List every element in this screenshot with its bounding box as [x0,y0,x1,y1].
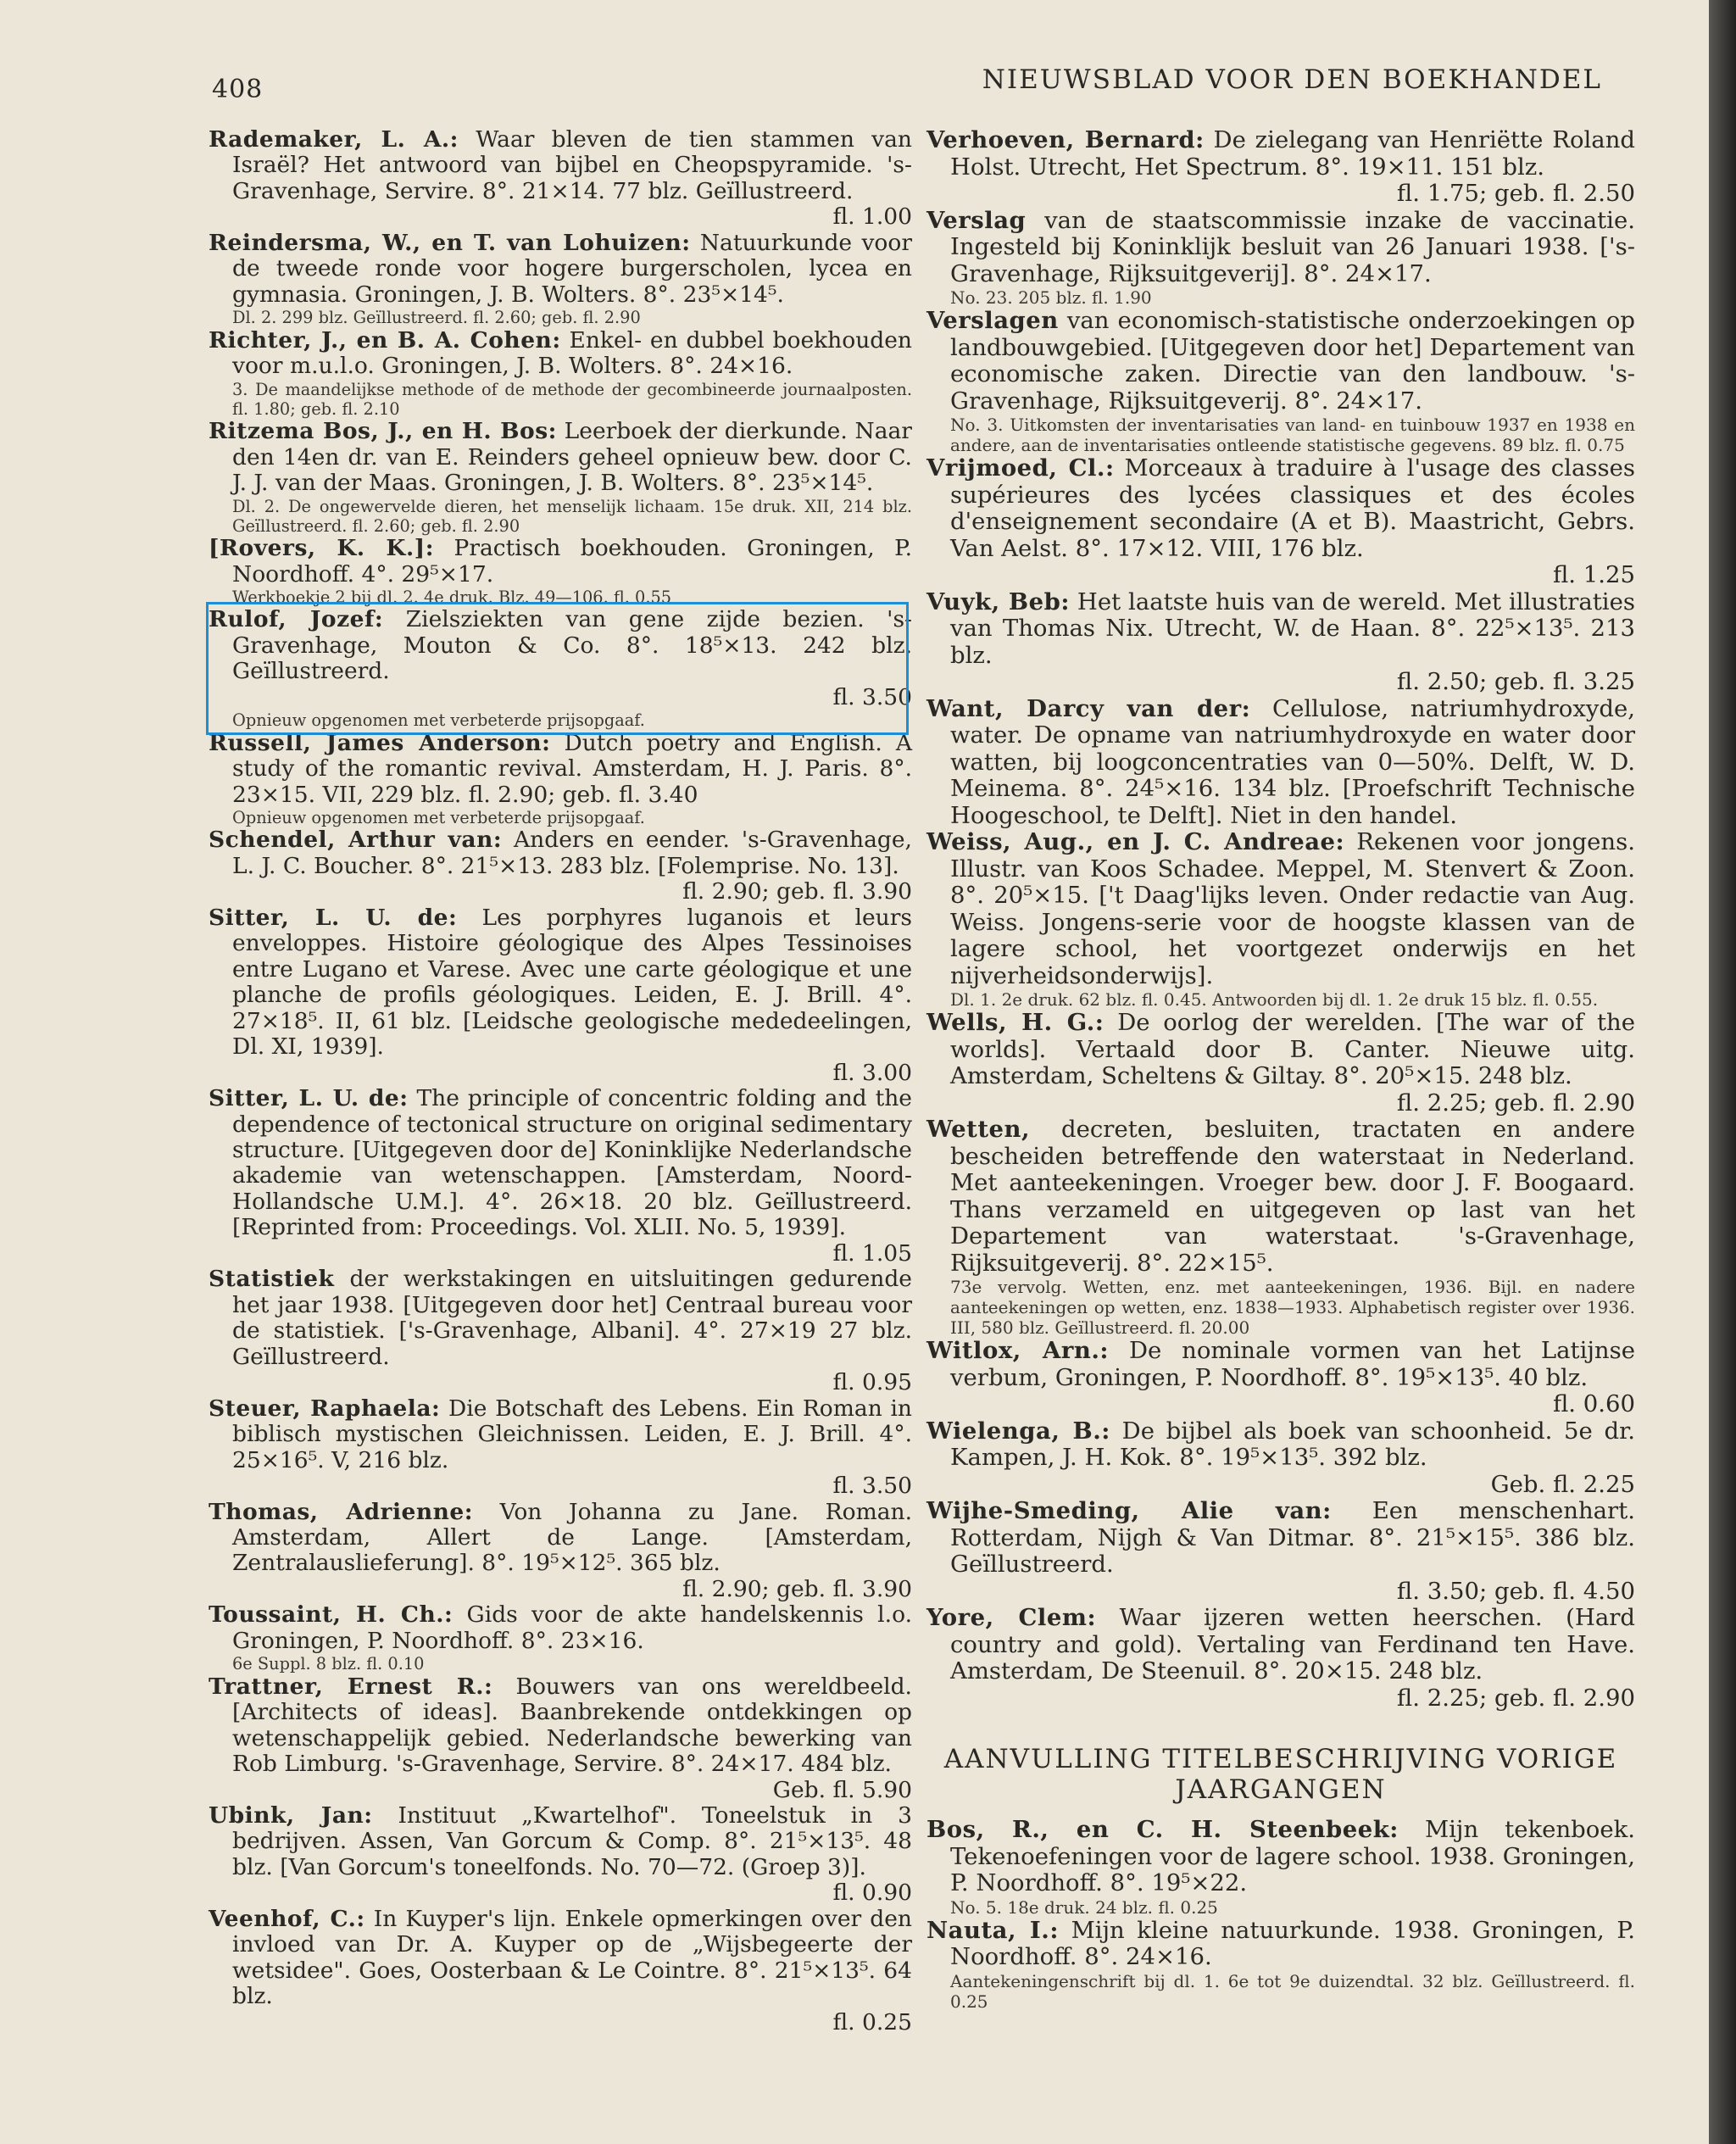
entry-author: Reindersma, W., en T. van Lohuizen: [209,229,691,256]
bibliography-entry [926,455,1635,589]
entry-text [926,1817,1635,1897]
entry-text [209,1396,912,1500]
entry-note: Opnieuw opgenomen met verbeterde prijsopgaaf. [232,808,645,828]
left-column [209,127,912,2035]
entry-text [209,1086,912,1267]
entry-description: van economisch-statistische onderzoekingen op landbouwgebied. [Uitgegeven door het] Departement van economische zaken. Directie van den landbouw. 's-Gravenhage, Rijksuitgeverij. 8°. 24×17. [950,307,1635,415]
entry-author: Verhoeven, Bernard: [926,126,1205,153]
bibliography-entry [209,1674,912,1803]
bibliography-entry [209,419,912,536]
entry-description: Bouwers van ons wereldbeeld. [Architects of ideas]. Baanbrekende ontdekkingen op wetenschappelijk gebied. Nederlandsche bewerking van Rob Limburg. 's-Gravenhage, Servire. 8°. 24×17. 484 blz. [232,1673,912,1778]
page-number: 408 [212,75,264,104]
entry-description: Von Johanna zu Jane. Roman. Amsterdam, Allert de Lange. [Amsterdam, Zentralauslieferung]. 8°. 19⁵×12⁵. 365 blz. [232,1498,912,1577]
entry-price: fl. 3.50 [832,683,912,710]
entry-author: Wells, H. G.: [926,1009,1104,1036]
entry-author: Verslag [926,206,1027,234]
entry-description: De zielegang van Henriëtte Roland Holst. Utrecht, Het Spectrum. 8°. 19×11. 151 blz. [950,126,1636,181]
entry-author: Wijhe-Smeding, Alie van: [926,1497,1332,1524]
bibliography-entry [209,1803,912,1907]
entry-price: fl. 0.95 [832,1369,912,1396]
entry-description: decreten, besluiten, tractaten en andere bescheiden betreffende den waterstaat in Nederland. Met aanteekeningen. Vroeger bew. door J. F. Boogaard. Thans verzameld en uitgegeven op last van het Departement van waterstaat. 's-Gravenhage, Rijksuitgeverij. 8°. 22×15⁵. [950,1116,1635,1277]
bibliography-entry [926,1010,1635,1117]
bibliography-entry [926,1418,1635,1499]
entry-description: Enkel- en dubbel boekhouden voor m.u.l.o. Groningen, J. B. Wolters. 8°. 24×16. [232,326,912,380]
entry-author: Wetten, [926,1116,1031,1143]
entry-author: Toussaint, H. Ch.: [209,1601,453,1629]
entry-author: Veenhof, C.: [209,1905,365,1932]
selection-highlight-box [206,602,909,735]
entry-description: Rekenen voor jongens. Illustr. van Koos Schadee. Meppel, M. Stenvert & Zoon. 8°. 20⁵×15. ['t Daag'lijks leven. Onder redactie van Aug. Weiss. Jongens-serie voor de hoogste klassen van de lagere school, het voortgezet onderwijs en het nijverheidsonderwijs]. [950,828,1635,989]
entry-note: 6e Suppl. 8 blz. fl. 0.10 [232,1654,425,1674]
entry-description: Anders en eender. 's-Gravenhage, L. J. C. Boucher. 8°. 21⁵×13. 283 blz. [Folemprise. No. 13]. [232,827,912,879]
entry-price: fl. 0.90 [832,1879,912,1907]
entry-description: Waar ijzeren wetten heerschen. (Hard country and gold). Vertaling van Ferdinand ten Have. Amsterdam, De Steenuil. 8°. 20×15. 248 blz. [950,1604,1636,1685]
entry-price: fl. 2.90; geb. fl. 3.90 [682,878,912,905]
entry-author: Sitter, L. U. de: [209,904,458,931]
entry-author: Vrijmoed, Cl.: [926,454,1115,482]
entry-note: Aantekeningenschrift bij dl. 1. 6e tot 9e duizendtal. 32 blz. Geïllustreerd. fl. 0.25 [950,1970,1635,2012]
entry-author: Trattner, Ernest R.: [209,1673,493,1700]
entry-author: Ritzema Bos, J., en H. Bos: [209,418,557,445]
entry-text [926,1918,1635,1971]
entry-text [926,1498,1635,1605]
entry-price: fl. 0.25 [832,2008,912,2035]
entry-description: Dutch poetry and English. A study of the romantic revival. Amsterdam, H. J. Paris. 8°. 23×15. VII, 229 blz. fl. 2.90; geb. fl. 3.40 [232,729,912,808]
entry-text [926,208,1635,288]
entry-text [209,827,912,905]
entry-description: van de staatscommissie inzake de vaccinatie. Ingesteld bij Koninklijk besluit van 26 Januari 1938. ['s-Gravenhage, Rijksuitgeverij]. 8°. 24×17. [950,206,1635,287]
entry-author: Wielenga, B.: [926,1417,1110,1445]
bibliography-entry [926,589,1635,696]
bibliography-entry [209,231,912,328]
entry-price: fl. 2.25; geb. fl. 2.90 [1396,1684,1635,1712]
entry-price: fl. 3.00 [832,1059,912,1086]
entry-text [209,731,912,808]
entry-note: 3. De maandelijkse methode of de methode der gecombineerde journaalposten. fl. 1.80; geb. fl. 2.10 [232,379,912,419]
entry-price: fl. 2.25; geb. fl. 2.90 [1396,1089,1635,1117]
entry-author: Want, Darcy van der: [926,694,1251,722]
bibliography-entry [209,827,912,905]
entry-author: Statistiek [209,1266,335,1293]
bibliography-entry [926,308,1635,455]
entry-note: Dl. 2. De ongewervelde dieren, het menselijk lichaam. 15e druk. XII, 214 blz. Geïllustreerd. fl. 2.60; geb. fl. 2.90 [232,496,912,536]
entry-description: The principle of concentric folding and the dependence of tectonical structure on original sedimentary structure. [Uitgegeven door de] Koninklijke Nederlandsche akademie van wetenschappen. [Amsterdam, Noord-Hollandsche U.M.]. 4°. 26×18. 20 blz. Geïllustreerd. [Reprinted from: Proceedings. Vol. XLII. No. 5, 1939]. [232,1085,912,1241]
entry-author: [Rovers, K. K.]: [209,535,434,562]
entry-price: Geb. fl. 2.25 [1490,1470,1635,1498]
entry-note: Werkboekje 2 bij dl. 2. 4e druk. Blz. 49—106. fl. 0.55 [232,588,672,608]
bibliography-entry [209,905,912,1086]
entry-author: Thomas, Adrienne: [209,1498,474,1525]
entry-text [209,328,912,380]
entry-author: Schendel, Arthur van: [209,827,503,854]
entry-description: Mijn tekenboek. Tekenoefeningen voor de lagere school. 1938. Groningen, P. Noordhoff. 8°. 19⁵×22. [950,1816,1635,1896]
entry-price: fl. 1.75; geb. fl. 2.50 [1396,180,1635,207]
entry-text [926,589,1635,696]
entry-description: Zielsziekten van gene zijde bezien. 's-Gravenhage, Mouton & Co. 8°. 18⁵×13. 242 blz. Geïllustreerd. [232,606,913,685]
entry-text [926,829,1635,989]
entry-description: Morceaux à traduire à l'usage des classes supérieures des lycées classiques et des écoles d'enseignement secondaire (A et B). Maastricht, Gebrs. Van Aelst. 8°. 17×12. VIII, 176 blz. [950,454,1635,562]
entry-price: Geb. fl. 5.90 [772,1776,912,1803]
entry-text [209,1267,912,1395]
bibliography-entry [209,1086,912,1267]
bibliography-entry [209,536,912,607]
entry-text [209,1674,912,1803]
entry-description: Cellulose, natriumhydroxyde, water. De opname van natriumhydroxyde en water door watten, bij loogconcentraties van 0—50%. Delft, W. D. Meinema. 8°. 24⁵×16. 134 blz. [Proefschrift Technische Hoogeschool, te Delft]. Niet in den handel. [950,694,1635,829]
entry-author: Steuer, Raphaela: [209,1395,441,1422]
entry-note: Dl. 1. 2e druk. 62 blz. fl. 0.45. Antwoorden bij dl. 1. 2e druk 15 blz. fl. 0.55. [950,989,1599,1010]
entry-text [926,127,1635,208]
entry-text [926,1117,1635,1277]
entry-note: 73e vervolg. Wetten, enz. met aanteekeningen, 1936. Bijl. en nadere aanteekeningen op wetten, enz. 1838—1933. Alphabetisch register over 1936. III, 580 blz. Geïllustreerd. fl. 20.00 [950,1277,1635,1338]
bibliography-entry [926,696,1635,830]
entry-author: Ubink, Jan: [209,1802,373,1829]
entry-text [209,231,912,308]
entry-description: Practisch boekhouden. Groningen, P. Noordhoff. 4°. 29⁵×17. [232,535,912,588]
entry-author: Sitter, L. U. de: [209,1085,409,1112]
entry-author: Nauta, I.: [926,1916,1060,1944]
entry-text [926,696,1635,830]
entry-text [926,455,1635,589]
entry-author: Vuyk, Beb: [926,588,1070,615]
entry-text [209,127,912,231]
entry-description: Gids voor de akte handelskennis l.o. Groningen, P. Noordhoff. 8°. 23×16. [232,1601,912,1654]
bibliography-entry [926,1338,1635,1418]
entry-description: Een menschenhart. Rotterdam, Nijgh & Van Ditmar. 8°. 21⁵×15⁵. 386 blz. Geïllustreerd. [950,1497,1635,1578]
entry-description: Waar bleven de tien stammen van Israël? Het antwoord van bijbel en Cheopspyramide. 's-Gravenhage, Servire. 8°. 21×14. 77 blz. Geïllustreerd. [232,126,912,204]
bibliography-entry [209,127,912,231]
bibliography-entry [926,829,1635,1010]
entry-text [926,1605,1635,1712]
entry-description: Mijn kleine natuurkunde. 1938. Groningen, P. Noordhoff. 8°. 24×16. [950,1916,1635,1970]
entry-description: Les porphyres luganois et leurs enveloppes. Histoire géologique des Alpes Tessinoises entre Lugano et Varese. Avec une carte géologique et une planche de profils géologiques. Leiden, E. J. Brill. 4°. 27×18⁵. II, 61 blz. [Leidsche geologische mededeelingen, Dl. XI, 1939]. [232,904,912,1061]
entry-price: fl. 1.25 [1552,561,1635,588]
bibliography-entry [209,1500,912,1603]
entry-description: Het laatste huis van de wereld. Met illustraties van Thomas Nix. Utrecht, W. de Haan. 8°. 22⁵×13⁵. 213 blz. [950,588,1635,669]
bibliography-entry [209,1907,912,2035]
entry-price: fl. 3.50; geb. fl. 4.50 [1396,1577,1635,1605]
entry-description: In Kuyper's lijn. Enkele opmerkingen over den invloed van Dr. A. Kuyper op de „Wijsbegeerte der wetsidee". Goes, Oosterbaan & Le Cointre. 8°. 21⁵×13⁵. 64 blz. [232,1905,912,2010]
entry-author: Rademaker, L. A.: [209,126,459,153]
entry-text [209,1500,912,1603]
bibliography-entry [209,1396,912,1500]
entry-text [926,1010,1635,1117]
bibliography-entry [209,1267,912,1395]
bibliography-entry [209,731,912,828]
entry-price: fl. 1.05 [832,1239,912,1267]
entry-note: Opnieuw opgenomen met verbeterde prijsopgaaf. [232,710,645,731]
right-column [926,127,1635,2012]
bibliography-entry [209,328,912,420]
bibliography-entry [926,1918,1635,2012]
entry-description: De bijbel als boek van schoonheid. 5e dr. Kampen, J. H. Kok. 8°. 19⁵×13⁵. 392 blz. [950,1417,1635,1471]
entry-description: Natuurkunde voor de tweede ronde voor hogere burgerscholen, lycea en gymnasia. Groningen, J. B. Wolters. 8°. 23⁵×14⁵. [232,229,912,308]
entry-author: Rulof, Jozef: [209,606,384,633]
bibliography-entry [926,127,1635,208]
bibliography-entry [926,1817,1635,1918]
entry-author: Bos, R., en C. H. Steenbeek: [926,1816,1399,1843]
entry-note: Dl. 2. 299 blz. Geïllustreerd. fl. 2.60; geb. fl. 2.90 [232,308,641,328]
entry-description: De nominale vormen van het Latijnse verbum, Groningen, P. Noordhoff. 8°. 19⁵×13⁵. 40 blz. [950,1337,1636,1391]
entry-author: Weiss, Aug., en J. C. Andreae: [926,828,1345,855]
entry-author: Richter, J., en B. A. Cohen: [209,326,561,354]
entry-text [209,905,912,1086]
bibliography-entry [926,208,1635,309]
entry-author: Verslagen [926,307,1059,334]
entry-text [926,1338,1635,1418]
bibliography-entry [926,1605,1635,1712]
entry-note: No. 3. Uitkomsten der inventarisaties van land- en tuinbouw 1937 en 1938 en andere, aan de inventarisaties ontleende statistische gegevens. 89 blz. fl. 0.75 [950,415,1635,455]
entry-price: fl. 0.60 [1552,1390,1635,1417]
bibliography-entry [209,1602,912,1673]
entry-price: fl. 3.50 [832,1473,912,1500]
entry-text [926,1418,1635,1499]
entry-text [209,1803,912,1907]
entry-text [209,1907,912,2035]
entry-text [209,419,912,496]
entry-text [209,1602,912,1654]
entry-author: Russell, James Anderson: [209,729,551,756]
entry-price: fl. 2.90; geb. fl. 3.90 [682,1575,912,1602]
entry-description: Leerboek der dierkunde. Naar den 14en dr. van E. Reinders geheel opnieuw bew. door C. J. J. van der Maas. Groningen, J. B. Wolters. 8°. 23⁵×14⁵. [232,418,912,497]
running-head: NIEUWSBLAD VOOR DEN BOEKHANDEL [982,64,1602,95]
entry-author: Yore, Clem: [926,1604,1097,1631]
entry-note: No. 5. 18e druk. 24 blz. fl. 0.25 [950,1896,1218,1918]
entry-description: Instituut „Kwartelhof". Toneelstuk in 3 bedrijven. Assen, Van Gorcum & Comp. 8°. 21⁵×13⁵. 48 blz. [Van Gorcum's toneelfonds. No. 70—72. (Groep 3)]. [232,1802,912,1880]
entry-price: fl. 2.50; geb. fl. 3.25 [1396,668,1635,695]
entry-price: fl. 1.00 [832,203,912,231]
entry-description: der werkstakingen en uitsluitingen gedurende het jaar 1938. [Uitgegeven door het] Centraal bureau voor de statistiek. ['s-Gravenhage, Albani]. 4°. 27×19 27 blz. Geïllustreerd. [232,1266,912,1370]
page-edge-shadow [1709,0,1736,2144]
entry-description: De oorlog der werelden. [The war of the worlds]. Vertaald door B. Canter. Nieuwe uitg. Amsterdam, Scheltens & Giltay. 8°. 20⁵×15. 248 blz. [950,1009,1635,1089]
bibliography-entry [926,1498,1635,1605]
entry-description: Die Botschaft des Lebens. Ein Roman in biblisch mystischen Gleichnissen. Leiden, E. J. Brill. 4°. 25×16⁵. V, 216 blz. [232,1395,912,1473]
entry-text [926,308,1635,415]
entry-note: No. 23. 205 blz. fl. 1.90 [950,287,1152,308]
entry-text [209,536,912,588]
entry-author: Witlox, Arn.: [926,1337,1110,1364]
section-heading: AANVULLING TITELBESCHRIJVING VORIGE JAARGANGEN [943,1744,1618,1805]
bibliography-entry [926,1117,1635,1338]
